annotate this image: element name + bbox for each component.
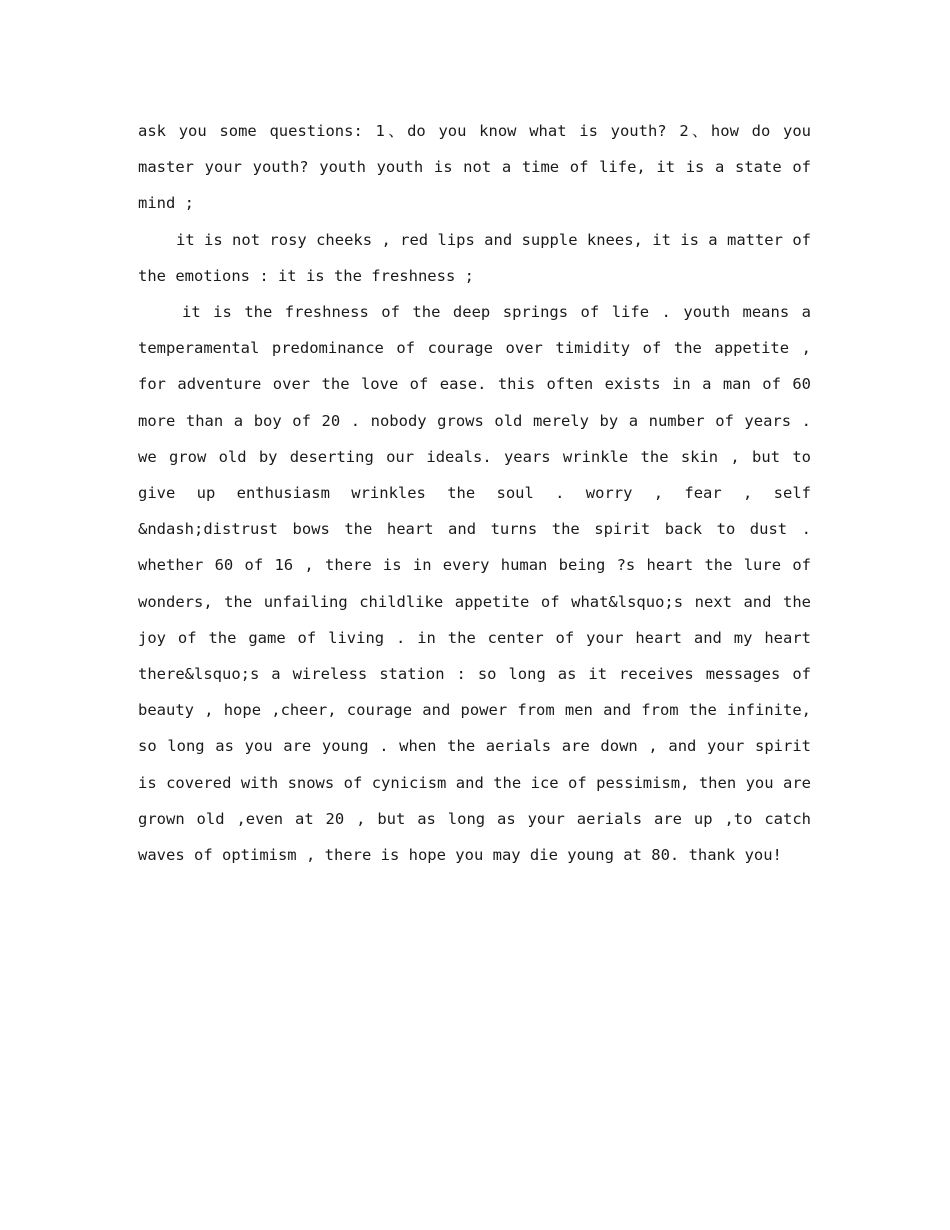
- paragraph-youth-emotions: it is not rosy cheeks , red lips and supple knees, it is a matter of the emotions : it is the freshness ;: [138, 230, 811, 285]
- paragraph-youth-freshness: it is the freshness of the deep springs of life . youth means a temperamental predominance of courage over timidity of the appetite , for adventure over the love of ease. this often exists in a man of 60 more than a boy of 20 . nobody grows old merely by a number of years . we grow old by deserting our ideals. years wrinkle the skin , but to give up enthusiasm wrinkles the soul . worry , fear , self &ndash;distrust bows the heart and turns the spirit back to dust . whether 60 of 16 , there is in every human being ?s heart the lure of wonders, the unfailing childlike appetite of what&lsquo;s next and the joy of the game of living . in the center of your heart and my heart there&lsquo;s a wireless station : so long as it receives messages of beauty , hope ,cheer, courage and power from men and from the infinite, so long as you are young . when the aerials are down , and your spirit is covered with snows of cynicism and the ice of pessimism, then you are grown old ,even at 20 , but as long as your aerials are up ,to catch waves of optimism , there is hope you may die young at 80. thank you!: [138, 303, 811, 865]
- paragraph-intro: ask you some questions: 1、do you know what is youth? 2、how do you master your youth? youth youth is not a time of life, it is a state of mind ;: [138, 122, 811, 213]
- document-body: [138, 113, 811, 873]
